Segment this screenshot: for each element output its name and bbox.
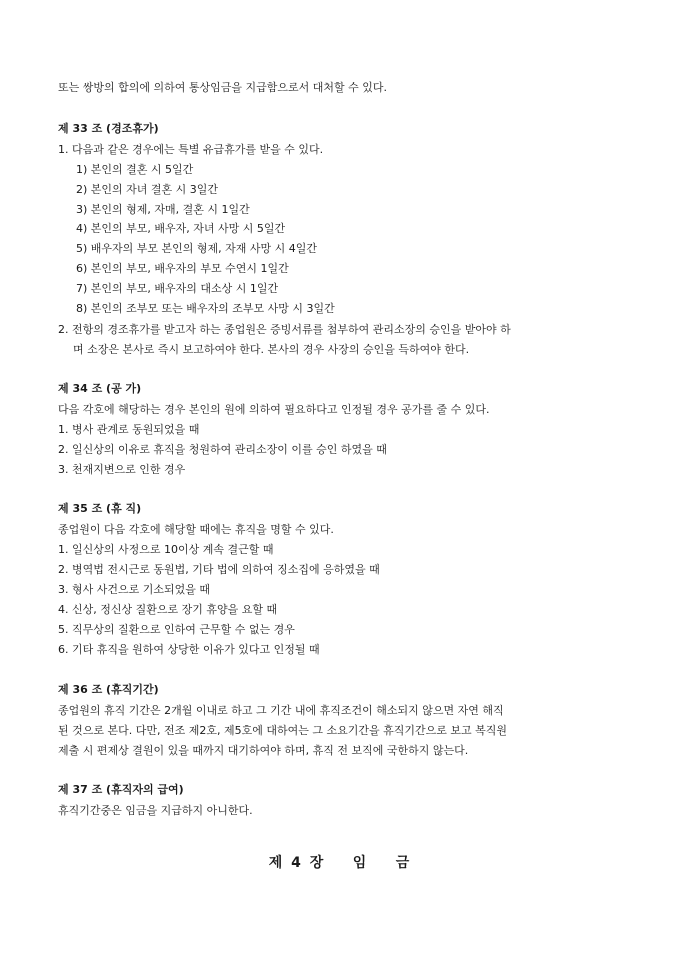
article-33-sub-item: 7) 본인의 부모, 배우자의 대소상 시 1일간 [76,282,279,295]
article-33-heading: 제 33 조 (경조휴가) [58,122,159,135]
article-33-item-1: 1. 다음과 같은 경우에는 특별 유급휴가를 받을 수 있다. [58,143,324,156]
article-33-item-2: 2. 전항의 경조휴가를 받고자 하는 종업원은 증빙서류를 첨부하여 관리소장의 승인을 받아야 하 [58,323,511,336]
article-34-item: 2. 일신상의 이유로 휴직을 청원하여 관리소장이 이를 승인 하였을 때 [58,443,387,456]
article-35-item: 2. 병역법 전시근로 동원법, 기타 법에 의하여 징소집에 응하였을 때 [58,563,380,576]
article-37-text: 휴직기간중은 임금을 지급하지 아니한다. [58,804,253,817]
article-33-sub-item: 8) 본인의 조부모 또는 배우자의 조부모 사망 시 3일간 [76,302,335,315]
article-33-sub-item: 1) 본인의 결혼 시 5일간 [76,163,194,176]
article-36-text-line: 된 것으로 본다. 다만, 전조 제2호, 제5호에 대하여는 그 소요기간을 휴직기간으로 보고 복직원 [58,724,507,737]
article-33-sub-item: 5) 배우자의 부모 본인의 형제, 자재 사망 시 4일간 [76,242,318,255]
article-33-sub-item: 4) 본인의 부모, 배우자, 자녀 사망 시 5일간 [76,222,286,235]
article-33-sub-item: 3) 본인의 형제, 자매, 결혼 시 1일간 [76,203,250,216]
article-34-heading: 제 34 조 (공 가) [58,382,142,395]
article-36-text-line: 제출 시 편제상 결원이 있을 때까지 대기하여야 하며, 휴직 전 보직에 국한하지 않는다. [58,744,469,757]
article-35-item: 1. 일신상의 사정으로 10이상 계속 결근할 때 [58,543,274,556]
article-35-heading: 제 35 조 (휴 직) [58,502,142,515]
article-33-item-2-continued: 며 소장은 본사로 즉시 보고하여야 한다. 본사의 경우 사장의 승인을 득하여야 한다. [73,343,470,356]
article-37-heading: 제 37 조 (휴직자의 급여) [58,783,184,796]
article-36-heading: 제 36 조 (휴직기간) [58,683,159,696]
chapter-title: 제 4 장 임 금 [268,855,412,871]
intro-text: 또는 쌍방의 합의에 의하여 통상임금을 지급함으로서 대처할 수 있다. [58,81,387,94]
article-33-sub-item: 2) 본인의 자녀 결혼 시 3일간 [76,183,219,196]
article-35-item: 3. 형사 사건으로 기소되었을 때 [58,583,210,596]
article-35-item: 5. 직무상의 질환으로 인하여 근무할 수 없는 경우 [58,623,295,636]
article-35-intro: 종업원이 다음 각호에 해당할 때에는 휴직을 명할 수 있다. [58,523,334,536]
article-33-sub-item: 6) 본인의 부모, 배우자의 부모 수연시 1일간 [76,262,289,275]
article-35-item: 4. 신상, 정신상 질환으로 장기 휴양을 요할 때 [58,603,278,616]
article-34-item: 3. 천재지변으로 인한 경우 [58,463,186,476]
article-36-text-line: 종업원의 휴직 기간은 2개월 이내로 하고 그 기간 내에 휴직조건이 해소되지 않으면 자연 해직 [58,704,504,717]
article-34-intro: 다음 각호에 해당하는 경우 본인의 원에 의하여 필요하다고 인정될 경우 공가를 줄 수 있다. [58,403,490,416]
article-35-item: 6. 기타 휴직을 원하여 상당한 이유가 있다고 인정될 때 [58,643,320,656]
article-34-item: 1. 병사 관계로 동원되었을 때 [58,423,200,436]
